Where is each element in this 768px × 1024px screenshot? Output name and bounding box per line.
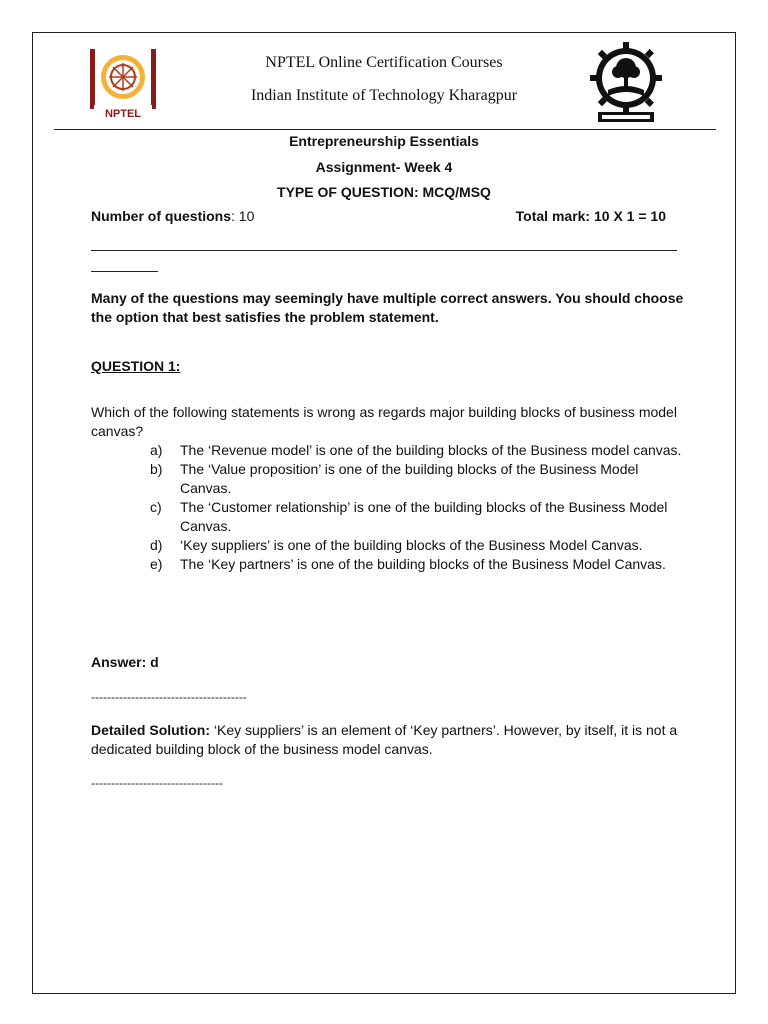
question-heading: QUESTION 1:: [91, 358, 181, 374]
option-text: The ‘Key partners’ is one of the building blocks of the Business Model Canvas.: [180, 556, 666, 572]
option-text: ‘Key suppliers’ is one of the building blocks of the Business Model Canvas.: [180, 537, 643, 553]
option-text: The ‘Customer relationship’ is one of the building blocks of the Business Model Canvas.: [180, 499, 668, 534]
option-text: The ‘Revenue model’ is one of the building blocks of the Business model canvas.: [180, 442, 682, 458]
answer: Answer: d: [91, 654, 159, 670]
options-list: [150, 441, 690, 574]
option-b: [150, 460, 690, 498]
section-divider-short: [91, 271, 158, 272]
option-letter: b): [150, 461, 163, 477]
separator-2: ---------------------------------: [91, 776, 223, 790]
solution-label: Detailed Solution:: [91, 722, 210, 738]
num-questions-label: Number of questions: [91, 208, 232, 224]
question-type: TYPE OF QUESTION: MCQ/MSQ: [277, 184, 491, 200]
course-title: Entrepreneurship Essentials: [289, 133, 479, 149]
option-d: [150, 536, 690, 555]
num-questions-value: : 10: [231, 208, 255, 224]
number-of-questions: [91, 208, 254, 224]
detailed-solution: [91, 721, 683, 759]
total-mark: Total mark: 10 X 1 = 10: [515, 208, 666, 224]
option-letter: a): [150, 442, 163, 458]
institution-line-1: NPTEL Online Certification Courses: [265, 54, 503, 71]
option-letter: c): [150, 499, 162, 515]
header-divider: [54, 129, 716, 130]
assignment-title: Assignment- Week 4: [315, 159, 453, 175]
option-text: The ‘Value proposition’ is one of the building blocks of the Business Model Canvas.: [180, 461, 639, 496]
institution-line-2: Indian Institute of Technology Kharagpur: [250, 87, 518, 104]
section-divider: [91, 250, 677, 251]
question-text: Which of the following statements is wrong as regards major building blocks of business model canvas?: [91, 404, 677, 439]
separator-1: ---------------------------------------: [91, 690, 247, 704]
option-letter: e): [150, 556, 163, 572]
option-a: [150, 441, 690, 460]
option-letter: d): [150, 537, 163, 553]
page-header: [0, 0, 768, 130]
option-e: [150, 555, 690, 574]
iit-kharagpur-seal: [588, 42, 664, 124]
instruction-text: Many of the questions may seemingly have multiple correct answers. You should choose the option that best satisfies the problem statement.: [91, 290, 684, 325]
nptel-logo-text: NPTEL: [104, 108, 142, 120]
option-c: [150, 498, 690, 536]
solution-text: ‘Key suppliers’ is an element of ‘Key partners’. However, by itself, it is not a dedicated building block of the business model canvas.: [91, 722, 678, 757]
